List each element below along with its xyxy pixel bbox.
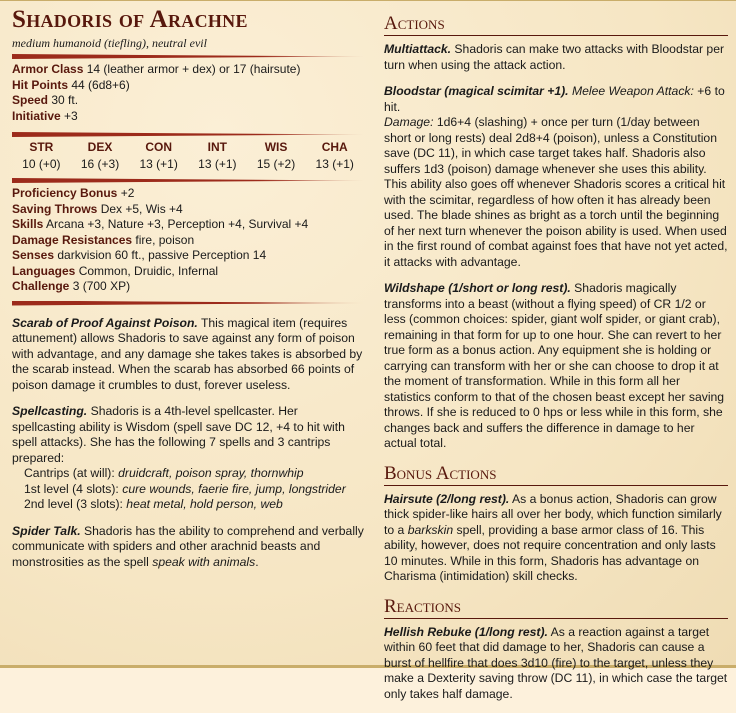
reaction-hellish-rebuke <box>384 625 728 703</box>
ability-score: 13 (+1) <box>139 157 178 171</box>
damage-label: Damage: <box>384 115 434 129</box>
trait-name: Spider Talk. <box>12 523 81 538</box>
prop-label: Armor Class <box>12 62 84 76</box>
prop-label: Damage Resistances <box>12 232 133 247</box>
reactions-header: Reactions <box>384 596 728 619</box>
action-name: Multiattack. <box>384 42 452 56</box>
trait-name: Scarab of Proof Against Poison. <box>12 315 198 330</box>
prop-label: Languages <box>12 263 76 278</box>
right-column <box>384 1 728 713</box>
ability-name: WIS <box>264 140 288 154</box>
action-text: As a bonus action, Shadoris can grow thick spider-like hairs all over her body, which function similarly to a <box>384 491 722 537</box>
ability-score: 13 (+1) <box>198 157 237 171</box>
ability-name: DEX <box>87 140 113 154</box>
ability-wis <box>247 140 306 172</box>
ability-con <box>129 140 188 172</box>
speed <box>12 93 364 109</box>
attack-type: Melee Weapon Attack: <box>568 84 694 98</box>
trait-name: Spellcasting. <box>12 404 88 418</box>
prop-value: 30 ft. <box>51 93 79 107</box>
prop-label: Speed <box>12 93 49 107</box>
ability-int <box>188 140 247 172</box>
prop-label: Proficiency Bonus <box>12 186 118 200</box>
trait-spider-talk <box>12 524 364 571</box>
spell-line-first <box>12 482 346 496</box>
prop-value: 3 (700 XP) <box>72 279 131 293</box>
spell-reference: speak with animals <box>152 554 256 569</box>
ability-name: CHA <box>321 140 348 154</box>
action-name: Wildshape (1/short or long rest). <box>384 281 571 295</box>
trait-scarab <box>12 316 364 394</box>
hit-points <box>12 78 364 94</box>
trait-spellcasting <box>12 404 364 513</box>
trait-text: Shadoris is a 4th-level spellcaster. Her spellcasting ability is Wisdom (spell save DC 12, +4 to hit with spell attacks). She has the following 7 spells and 3 cantrips prepared: <box>12 404 345 465</box>
saving-throws <box>12 202 364 218</box>
proficiency-bonus <box>12 186 364 202</box>
action-text-2: spell, providing a base armor class of 16. This ability, however, does not require concentration and only lasts 10 minutes. While in this form, Shadoris has advantage on Charisma (intimidation) skill checks. <box>384 522 716 583</box>
spell-level: 2nd level (3 slots): <box>24 497 127 511</box>
challenge <box>12 279 364 295</box>
prop-value: darkvision 60 ft., passive Perception 14 <box>57 248 267 262</box>
ability-cha <box>305 140 364 172</box>
bonus-hairsute <box>384 492 728 585</box>
prop-value: +2 <box>120 186 135 200</box>
prop-value: +3 <box>64 108 78 123</box>
prop-label: Skills <box>12 217 44 231</box>
action-name: Hairsute (2/long rest). <box>384 491 510 506</box>
prop-value: 44 (6d8+6) <box>71 77 130 92</box>
action-multiattack <box>384 42 728 73</box>
spell-level: Cantrips (at will): <box>24 466 119 480</box>
ability-name: CON <box>145 140 173 154</box>
prop-value: fire, poison <box>135 232 195 247</box>
damage-resistances <box>12 233 364 249</box>
creature-type: medium humanoid (tiefling), neutral evil <box>12 36 207 50</box>
spell-reference: barkskin <box>407 522 454 537</box>
spell-list: druidcraft, poison spray, thornwhip <box>118 466 304 480</box>
prop-label: Saving Throws <box>12 201 98 216</box>
left-column <box>12 1 364 581</box>
action-text: Shadoris magically transforms into a beast (without a flying speed) of CR 1/2 or less (common choices: spider, giant wolf spider, or giant crab), remaining in that form for up to one hour. She can revert to her true form as a bonus action. Any equipment she is holding or carrying can transform with her or she can choose to drop it at the moment of transformation. While in this form all her statistics conform to that of the chosen beast except her saving throws. If she is reduced to 0 hps or less while in this form, she changes back and suffers the difference in damage to her actual total. <box>384 281 725 450</box>
skills <box>12 217 364 233</box>
action-bloodstar <box>384 84 728 270</box>
divider <box>12 301 364 306</box>
ability-name: STR <box>29 140 54 154</box>
spell-line-cantrips <box>12 466 304 480</box>
actions-header: Actions <box>384 13 728 36</box>
ability-score: 16 (+3) <box>80 157 120 171</box>
prop-label: Senses <box>12 248 55 262</box>
prop-label: Initiative <box>12 108 61 123</box>
prop-value: Dex +5, Wis +4 <box>100 201 183 216</box>
senses <box>12 248 364 264</box>
ability-score: 13 (+1) <box>315 157 354 171</box>
action-name: Bloodstar (magical scimitar +1). <box>384 84 569 98</box>
attack-hit: +6 to hit. <box>384 84 725 114</box>
action-text: Shadoris can make two attacks with Bloodstar per turn when using the attack action. <box>384 42 725 72</box>
spell-list: cure wounds, faerie fire, jump, longstrider <box>122 481 346 496</box>
ability-score: 15 (+2) <box>256 157 296 171</box>
ability-dex <box>71 140 130 172</box>
ability-name: INT <box>207 140 228 154</box>
spell-level: 1st level (4 slots): <box>24 481 123 496</box>
divider <box>12 132 364 137</box>
action-wildshape <box>384 281 728 452</box>
prop-label: Hit Points <box>12 77 68 92</box>
action-name: Hellish Rebuke (1/long rest). <box>384 624 548 639</box>
trait-text: Shadoris has the ability to comprehend and verbally communicate with spiders and other arachnid beasts and monstrosities as the spell <box>12 523 364 569</box>
trait-text: This magical item (requires attunement) allows Shadoris to save against any form of poison with advantage, and any damage she takes takes is absorbed by the scarab instead. When the scarab has absorbed 66 points of poison damage it crumbles to dust, forever useless. <box>12 315 363 392</box>
action-text: As a reaction against a target within 60 feet that did damage to her, Shadoris can cause a burst of hellfire that does 3d10 (fire) to the target, unless they make a Dexterity saving throw (DC 11), in which case the target only takes half damage. <box>384 624 728 701</box>
action-text: 1d6+4 (slashing) + once per turn (1/day between short or long rests) deal 2d8+4 (poison), unless a Constitution save (DC 11), in which case target takes half. Shadoris also suffers 1d3 (poison) damage whenever she uses this ability. This ability also goes off whenever Shadoris scores a critical hit with the scimitar, regardless of how often it has already been used. The blade shines as bright as a torch until the beginning of her next turn whenever the poison ability is used. When used in the first round of combat against foes that have not yet acted, it attacks with advantage. <box>384 115 728 269</box>
divider <box>12 54 364 59</box>
prop-label: Challenge <box>12 279 70 293</box>
armor-class <box>12 62 364 78</box>
spell-line-second <box>12 497 283 511</box>
prop-value: Common, Druidic, Infernal <box>78 263 219 278</box>
initiative <box>12 109 364 125</box>
prop-value: Arcana +3, Nature +3, Perception +4, Survival +4 <box>46 217 309 231</box>
creature-name: Shadoris of Arachne <box>12 6 248 33</box>
spell-list: heat metal, hold person, web <box>126 497 283 511</box>
prop-value: 14 (leather armor + dex) or 17 (hairsute) <box>86 62 301 76</box>
trait-text-end: . <box>255 554 259 569</box>
languages <box>12 264 364 280</box>
ability-scores <box>12 140 364 172</box>
divider <box>12 178 364 183</box>
bonus-actions-header: Bonus Actions <box>384 463 728 486</box>
ability-score: 10 (+0) <box>22 157 61 171</box>
ability-str <box>12 140 71 172</box>
